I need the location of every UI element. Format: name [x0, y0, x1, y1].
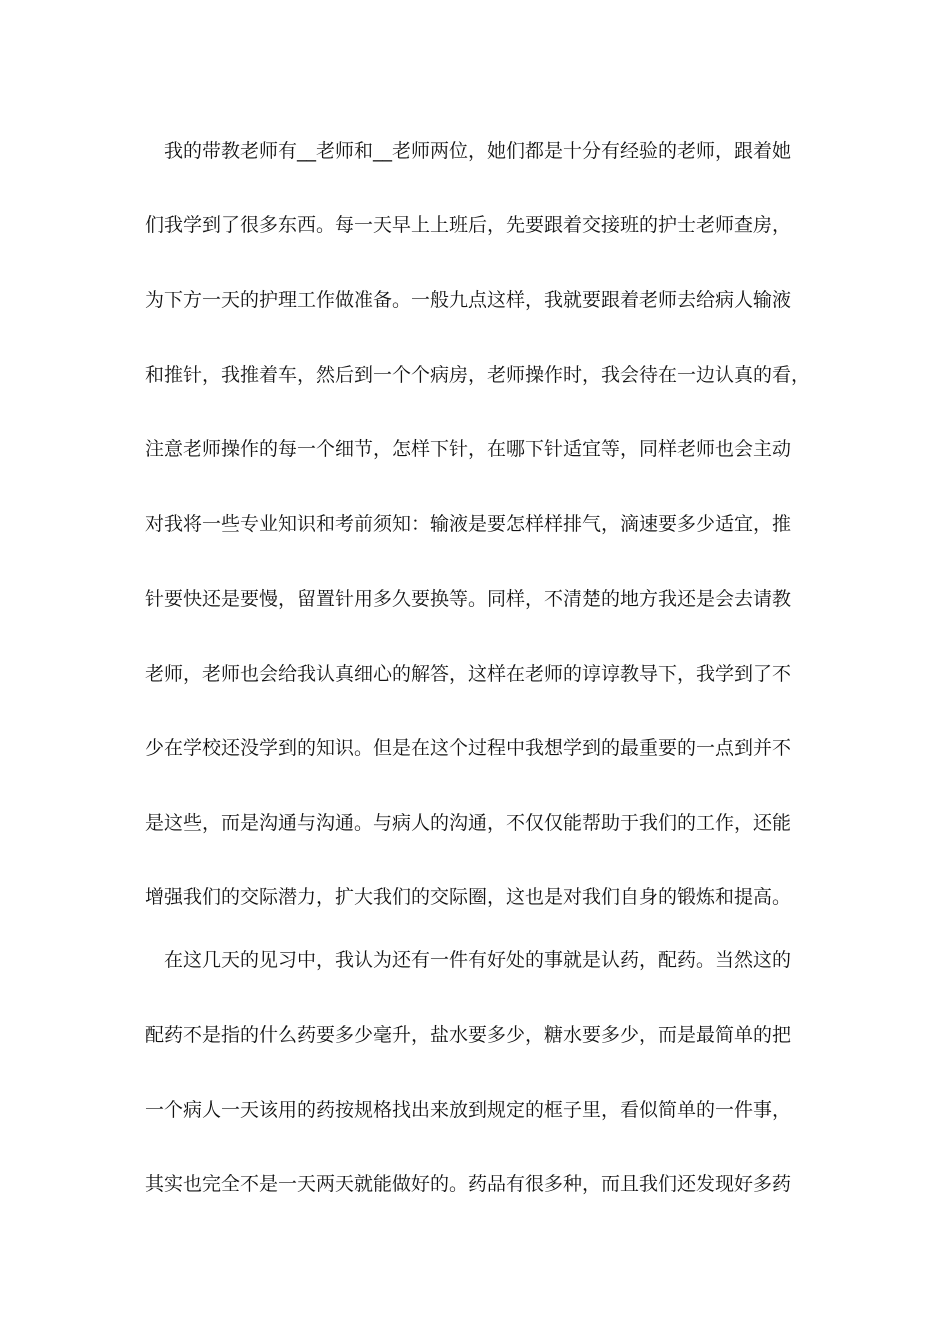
text-line: 其实也完全不是一天两天就能做好的。药品有很多种，而且我们还发现好多药	[145, 1173, 792, 1195]
text-line: 针要快还是要慢，留置针用多久要换等。同样，不清楚的地方我还是会去请教	[145, 588, 792, 610]
text-line: 注意老师操作的每一个细节，怎样下针，在哪下针适宜等，同样老师也会主动	[145, 438, 792, 460]
text-line: 们我学到了很多东西。每一天早上上班后，先要跟着交接班的护士老师查房，	[145, 214, 792, 236]
text-line: 我的带教老师有__老师和__老师两位，她们都是十分有经验的老师，跟着她	[164, 140, 792, 162]
text-line: 增强我们的交际潜力，扩大我们的交际圈，这也是对我们自身的锻炼和提高。	[145, 886, 792, 908]
text-line: 在这几天的见习中，我认为还有一件有好处的事就是认药，配药。当然这的	[164, 949, 792, 971]
text-line: 和推针，我推着车，然后到一个个病房，老师操作时，我会待在一边认真的看，	[145, 364, 811, 386]
text-line: 是这些，而是沟通与沟通。与病人的沟通，不仅仅能帮助于我们的工作，还能	[145, 812, 792, 834]
text-line: 对我将一些专业知识和考前须知：输液是要怎样样排气，滴速要多少适宜，推	[145, 513, 792, 535]
text-line: 为下方一天的护理工作做准备。一般九点这样，我就要跟着老师去给病人输液	[145, 289, 792, 311]
text-line: 老师，老师也会给我认真细心的解答，这样在老师的谆谆教导下，我学到了不	[145, 663, 792, 685]
text-line: 少在学校还没学到的知识。但是在这个过程中我想学到的最重要的一点到并不	[145, 737, 792, 759]
text-line: 配药不是指的什么药要多少毫升，盐水要多少，糖水要多少，而是最简单的把	[145, 1024, 792, 1046]
text-line: 一个病人一天该用的药按规格找出来放到规定的框子里，看似简单的一件事，	[145, 1099, 792, 1121]
